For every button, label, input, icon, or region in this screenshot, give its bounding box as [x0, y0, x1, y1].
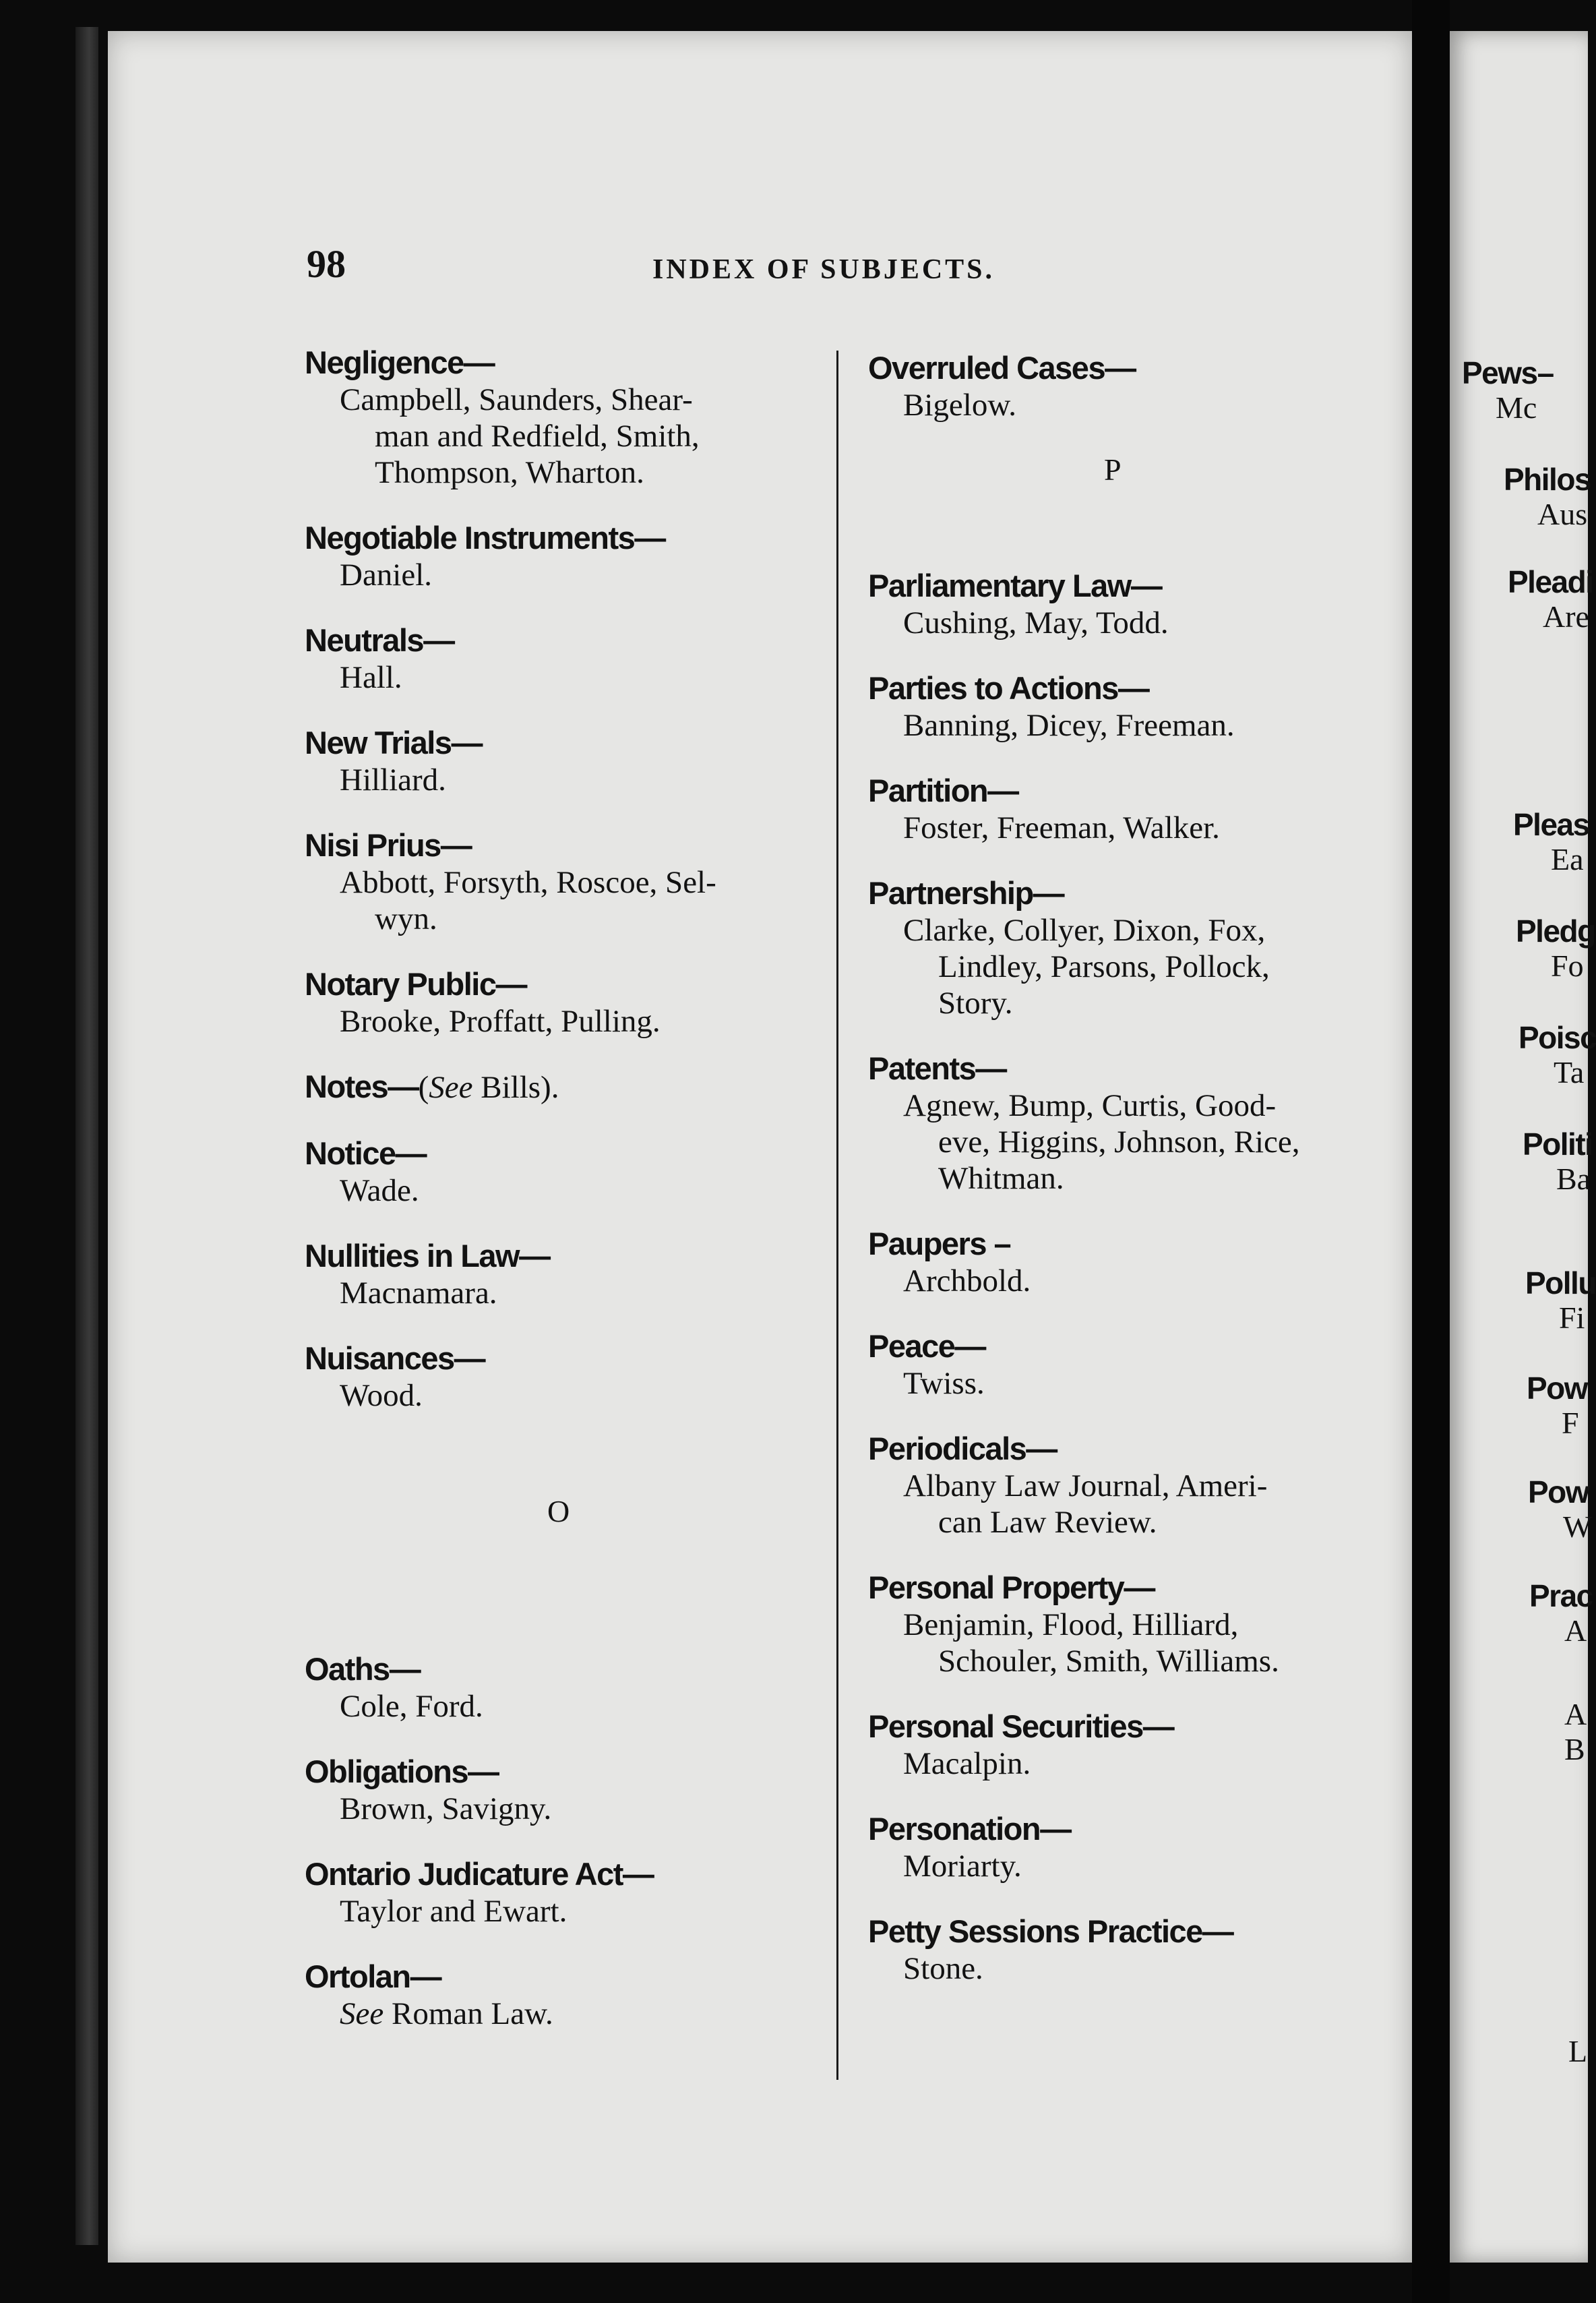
fragment-heading: Pow	[1528, 1474, 1589, 1509]
fragment-heading: Poisc	[1518, 1020, 1596, 1055]
index-entry	[868, 874, 1380, 1021]
author-line: Wood.	[340, 1378, 423, 1413]
entry-heading: Personation—	[868, 1811, 1071, 1847]
index-entry	[305, 827, 817, 937]
fragment-text: W	[1563, 1509, 1593, 1544]
fragment-text: Mc	[1496, 390, 1537, 425]
author-line: eve, Higgins, Johnson, Rice,	[938, 1125, 1300, 1160]
author-line: Archbold.	[903, 1263, 1031, 1298]
author-line: Abbott, Forsyth, Roscoe, Sel-	[340, 865, 716, 900]
column-divider	[836, 351, 838, 2080]
entry-heading: New Trials—	[305, 725, 482, 760]
author-line: Twiss.	[903, 1366, 985, 1401]
index-entry	[868, 669, 1380, 744]
fragment-text: Ba	[1556, 1162, 1591, 1196]
entry-heading: Nullities in Law—	[305, 1238, 550, 1274]
page-gutter	[1412, 0, 1450, 2303]
author-line: can Law Review.	[938, 1505, 1157, 1540]
entry-heading: Oaths—	[305, 1651, 421, 1687]
index-entry	[868, 1708, 1380, 1782]
entry-heading: Overruled Cases—	[868, 350, 1136, 386]
author-line: Macalpin.	[903, 1746, 1031, 1781]
index-entry	[305, 1068, 817, 1106]
author-line: Brooke, Proffatt, Pulling.	[340, 1004, 661, 1039]
author-line: Hall.	[340, 660, 402, 695]
entry-authors	[868, 1607, 1380, 1679]
fragment-heading: Pleadi	[1508, 564, 1593, 599]
entry-authors	[868, 1087, 1380, 1197]
right-column	[868, 349, 1380, 2015]
see-reference	[305, 1996, 817, 2032]
author-line: Moriarty.	[903, 1849, 1022, 1884]
fragment-heading: Pleas	[1513, 807, 1589, 842]
see-reference	[419, 1070, 559, 1105]
fragment-heading: Prac	[1529, 1578, 1593, 1613]
fragment-text: A	[1564, 1697, 1587, 1731]
see-target: Bills).	[472, 1070, 559, 1105]
section-letter-p: P	[1104, 452, 1122, 487]
author-line: Clarke, Collyer, Dixon, Fox,	[903, 913, 1266, 948]
see-word: See	[429, 1070, 473, 1105]
index-entry	[868, 1327, 1380, 1402]
entry-heading: Neutrals—	[305, 622, 454, 658]
index-entry	[305, 1650, 817, 1725]
index-entry	[305, 344, 817, 491]
entry-heading-text: Notes—	[305, 1069, 419, 1104]
see-target: Roman Law.	[383, 1996, 553, 2031]
fragment-text: F	[1562, 1406, 1579, 1440]
running-head: INDEX OF SUBJECTS.	[652, 254, 995, 285]
author-line: man and Redfield, Smith,	[375, 419, 700, 454]
entry-heading: Partition—	[868, 773, 1018, 808]
author-line: Whitman.	[938, 1161, 1064, 1196]
fragment-heading: Politi	[1523, 1127, 1593, 1162]
fragment-text: Fo	[1551, 949, 1584, 983]
entry-heading: Petty Sessions Practice—	[868, 1913, 1233, 1949]
entry-heading: Paupers –	[868, 1226, 1011, 1261]
fragment-text: B	[1564, 1732, 1585, 1766]
index-entry	[305, 965, 817, 1040]
entry-heading: Ortolan—	[305, 1958, 441, 1994]
author-line: Cushing, May, Todd.	[903, 605, 1169, 640]
author-line: Cole, Ford.	[340, 1689, 483, 1724]
entry-heading: Notary Public—	[305, 966, 526, 1002]
entry-heading: Nisi Prius—	[305, 827, 472, 863]
author-line: Benjamin, Flood, Hilliard,	[903, 1607, 1239, 1642]
fragment-heading: Philos	[1504, 462, 1591, 497]
entry-heading: Periodicals—	[868, 1431, 1057, 1466]
index-entry	[868, 1050, 1380, 1197]
section-letter-o: O	[547, 1494, 570, 1528]
index-entry	[305, 724, 817, 798]
see-word: See	[340, 1996, 384, 2031]
fragment-text: A	[1564, 1613, 1587, 1648]
index-entry	[305, 1753, 817, 1827]
entry-heading: Ontario Judicature Act—	[305, 1856, 654, 1892]
author-line: Macnamara.	[340, 1276, 497, 1311]
author-line: Taylor and Ewart.	[340, 1894, 567, 1929]
index-entry	[868, 1913, 1380, 1987]
index-entry	[305, 1340, 817, 1414]
author-line: Lindley, Parsons, Pollock,	[938, 949, 1270, 984]
entry-heading: Patents—	[868, 1050, 1006, 1086]
fragment-heading: Pollu	[1525, 1265, 1596, 1300]
author-line: Agnew, Bump, Curtis, Good-	[903, 1088, 1277, 1123]
author-line: wyn.	[375, 901, 437, 936]
entry-authors	[305, 864, 817, 937]
entry-heading: Peace—	[868, 1328, 985, 1364]
index-entry	[868, 772, 1380, 846]
index-entry	[305, 1135, 817, 1209]
index-entry	[305, 1958, 817, 2032]
index-entry	[305, 1855, 817, 1930]
author-line: Hilliard.	[340, 762, 446, 798]
entry-heading: Negligence—	[305, 345, 495, 380]
index-entry	[868, 1225, 1380, 1299]
author-line: Albany Law Journal, Ameri-	[903, 1468, 1268, 1503]
index-entry	[868, 1430, 1380, 1541]
see-paren: (	[418, 1070, 429, 1105]
fragment-text: Fi	[1559, 1300, 1585, 1335]
fragment-text: Ta	[1554, 1055, 1585, 1089]
index-entry	[868, 567, 1380, 641]
book-spine-edge	[75, 27, 98, 2245]
fragment-text: Aus	[1537, 497, 1588, 531]
index-entry	[305, 519, 817, 593]
fragment-text: Are	[1543, 599, 1589, 634]
left-column	[305, 344, 817, 2060]
entry-heading: Nuisances—	[305, 1340, 485, 1376]
fragment-text: L	[1568, 2034, 1588, 2068]
entry-heading: Parties to Actions—	[868, 670, 1149, 706]
fragment-text: Ea	[1551, 842, 1584, 876]
entry-heading: Personal Property—	[868, 1569, 1155, 1605]
author-line: Schouler, Smith, Williams.	[938, 1644, 1279, 1679]
fragment-heading: Pow	[1527, 1371, 1588, 1406]
entry-heading: Partnership—	[868, 875, 1064, 911]
author-line: Daniel.	[340, 558, 433, 593]
index-entry	[868, 349, 1380, 423]
index-entry	[868, 1810, 1380, 1884]
entry-heading: Notice—	[305, 1135, 427, 1171]
author-line: Banning, Dicey, Freeman.	[903, 708, 1235, 743]
facing-page	[1450, 31, 1596, 2263]
author-line: Foster, Freeman, Walker.	[903, 810, 1220, 845]
author-line: Thompson, Wharton.	[375, 455, 644, 490]
fragment-heading: Pews–	[1462, 355, 1554, 390]
author-line: Brown, Savigny.	[340, 1791, 552, 1826]
index-entry	[305, 1237, 817, 1311]
entry-heading: Personal Securities—	[868, 1708, 1174, 1744]
entry-heading	[305, 1068, 817, 1106]
entry-heading: Negotiable Instruments—	[305, 520, 665, 556]
author-line: Campbell, Saunders, Shear-	[340, 382, 693, 417]
author-line: Story.	[938, 986, 1013, 1021]
index-entry	[868, 1569, 1380, 1679]
author-line: Stone.	[903, 1951, 983, 1986]
author-line: Bigelow.	[903, 388, 1016, 423]
entry-authors	[305, 382, 817, 491]
fragment-heading: Pledg	[1516, 914, 1595, 949]
entry-authors	[868, 1468, 1380, 1541]
page-number: 98	[307, 242, 346, 286]
entry-heading: Obligations—	[305, 1754, 499, 1789]
index-entry	[305, 622, 817, 696]
entry-authors	[868, 912, 1380, 1021]
author-line: Wade.	[340, 1173, 419, 1208]
entry-heading: Parliamentary Law—	[868, 568, 1162, 603]
